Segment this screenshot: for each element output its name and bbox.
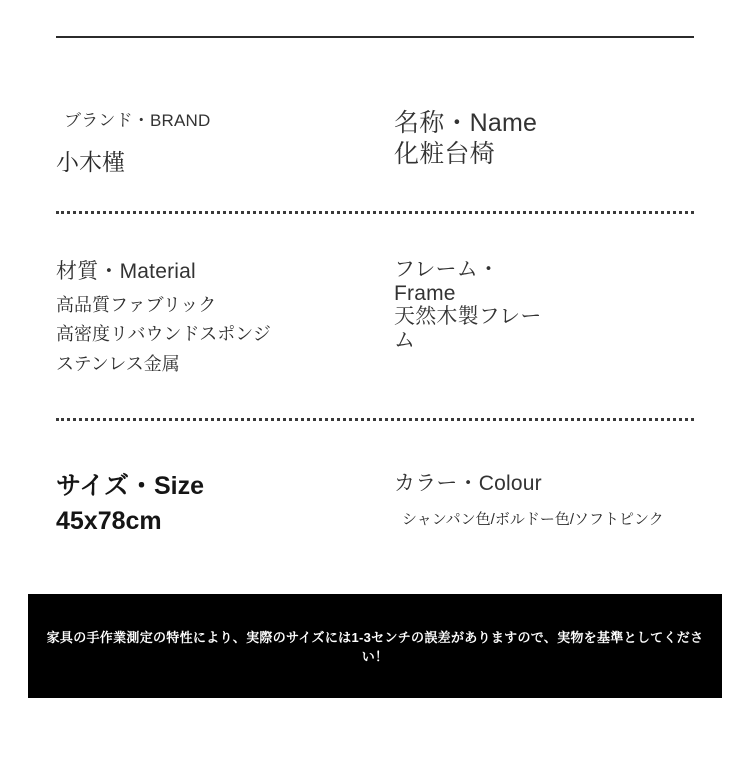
material-block (56, 258, 376, 379)
colour-value: シャンパン色/ボルドー色/ソフトピンク (402, 511, 664, 529)
material-value-1: 高品質ファブリック (56, 295, 217, 316)
top-divider (56, 36, 694, 38)
section-size-colour (56, 470, 694, 560)
brand-label: ブランド・BRAND (64, 111, 211, 130)
notice-text: 家具の手作業測定の特性により、実際のサイズには1-3センチの誤差がありますので、実物を基準としてください！ (46, 630, 704, 664)
material-label: 材質・Material (56, 260, 196, 283)
size-value: 45x78cm (56, 506, 162, 535)
colour-block (394, 470, 694, 532)
frame-block (394, 258, 694, 352)
name-label: 名称・Name (394, 109, 538, 137)
divider-1 (56, 211, 694, 214)
material-value-3: ステンレス金属 (56, 353, 180, 374)
divider-2 (56, 418, 694, 421)
brand-value: 小木槿 (56, 148, 125, 175)
material-value-2: 高密度リバウンドスポンジ (56, 324, 271, 345)
name-value: 化粧台椅 (394, 139, 495, 168)
section-brand-name (56, 108, 694, 208)
section-material-frame (56, 258, 694, 398)
size-block (56, 470, 376, 537)
notice-bar (28, 594, 722, 698)
frame-value: 天然木製フレーム (394, 305, 542, 352)
colour-label: カラー・Colour (394, 472, 542, 495)
frame-label: フレーム・Frame (394, 258, 500, 305)
name-block (394, 108, 694, 169)
size-label: サイズ・Size (56, 472, 205, 500)
brand-block (56, 108, 376, 178)
